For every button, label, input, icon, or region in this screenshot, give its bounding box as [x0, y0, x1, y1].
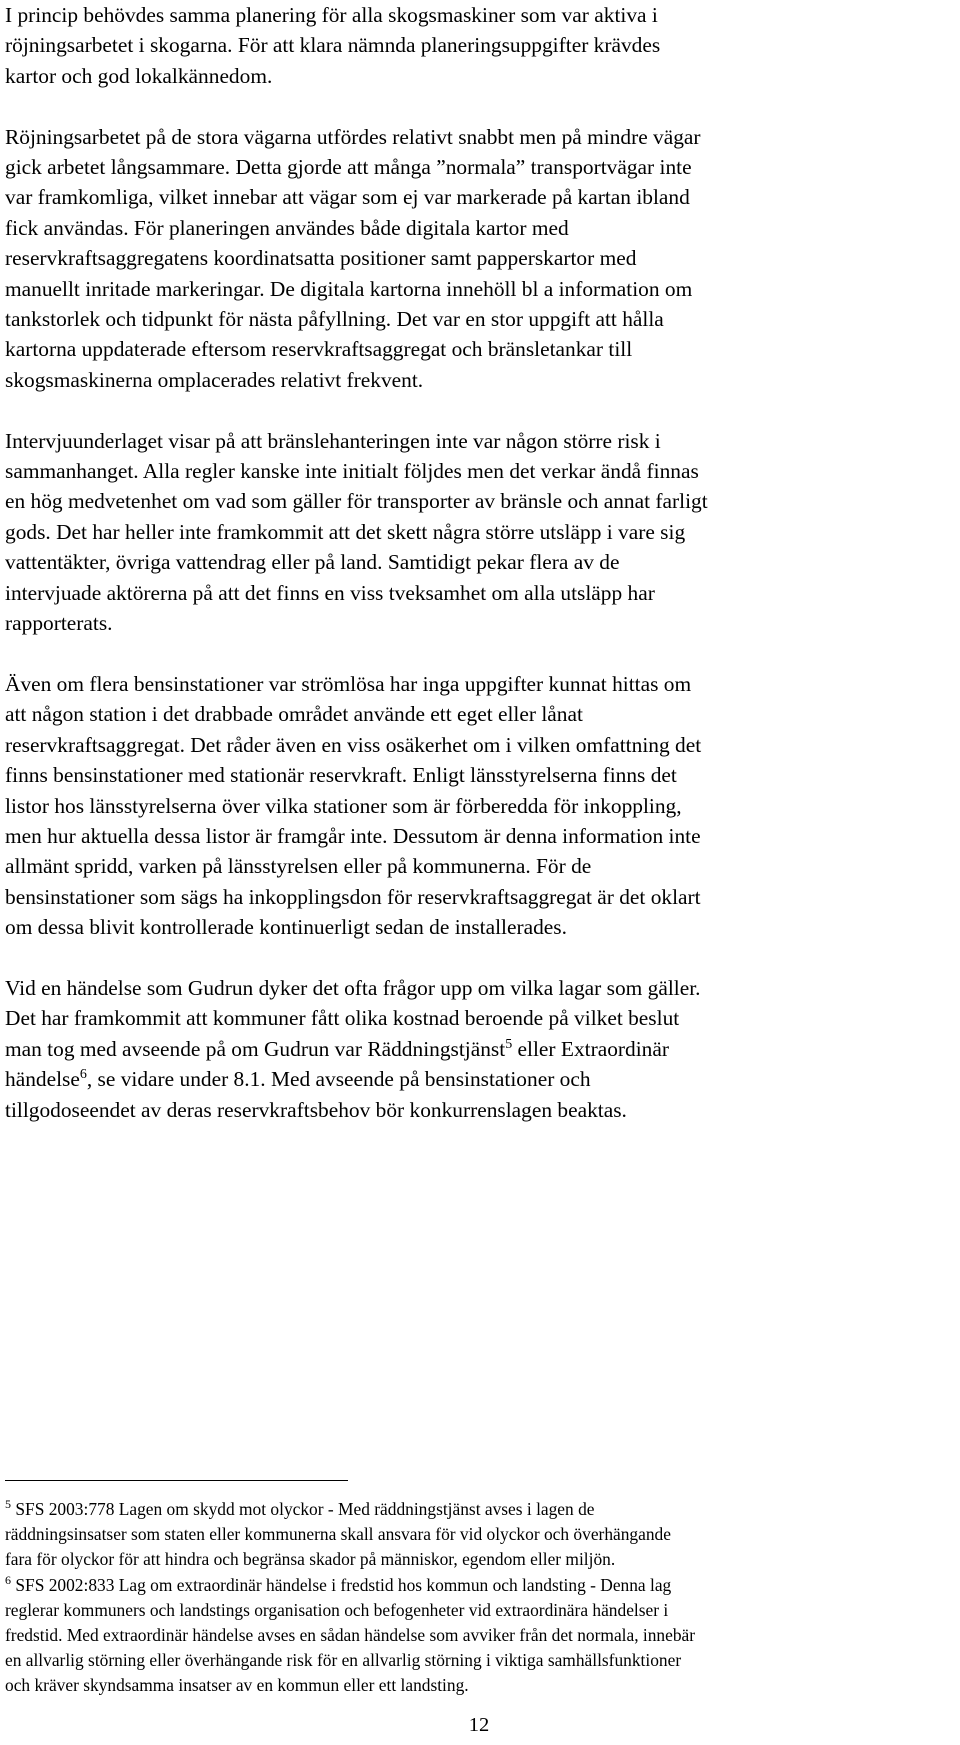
- footnote-line: fara för olyckor för att hindra och begränsa skador på människor, egendom eller miljön.: [5, 1549, 616, 1570]
- text-line: intervjuade aktörerna på att det finns en viss tveksamhet om alla utsläpp har: [5, 580, 655, 605]
- footnote-5: [5, 1497, 960, 1573]
- text-line: kartor och god lokalkännedom.: [5, 63, 273, 88]
- text-line: allmänt spridd, varken på länsstyrelsen eller på kommunerna. För de: [5, 854, 592, 879]
- footnote-line: SFS 2003:778 Lagen om skydd mot olyckor - Med räddningstjänst avses i lagen de: [11, 1499, 595, 1519]
- body-text: [5, 0, 953, 1125]
- text-line: manuellt inritade markeringar. De digitala kartorna innehöll bl a information om: [5, 276, 693, 301]
- text-line: Röjningsarbetet på de stora vägarna utfördes relativt snabbt men på mindre vägar: [5, 124, 701, 149]
- text-line: reservkraftsaggregatens koordinatsatta positioner samt papperskartor med: [5, 246, 637, 271]
- page-number: 12: [468, 1714, 490, 1736]
- text-line: man tog med avseende på om Gudrun var Räddningstjänst: [5, 1036, 506, 1061]
- footnote-line: och kräver skyndsamma insatser av en kommun eller ett landsting.: [5, 1675, 469, 1696]
- text-line: Det har framkommit att kommuner fått olika kostnad beroende på vilket beslut: [5, 1006, 680, 1031]
- footnote-line: SFS 2002:833 Lag om extraordinär händelse i fredstid hos kommun och landsting - Denna lag: [11, 1574, 672, 1595]
- text-line: fick användas. För planeringen användes både digitala kartor med: [5, 215, 569, 240]
- text-line: händelse: [5, 1067, 80, 1092]
- footnote-marker: 5: [5, 1497, 11, 1511]
- text-line: en hög medvetenhet om vad som gäller för transporter av bränsle och annat farligt: [5, 489, 708, 514]
- text-line: Intervjuunderlaget visar på att bränslehanteringen inte var någon större risk i: [5, 428, 661, 453]
- text-line: rapporterats.: [5, 611, 113, 636]
- text-line: eller Extraordinär: [512, 1036, 669, 1061]
- paragraph-5: [5, 973, 953, 1125]
- footnote-line: fredstid. Med extraordinär händelse avses en sådan händelse som avviker från det normala, innebär: [5, 1625, 696, 1646]
- text-line: gick arbetet långsammare. Detta gjorde att många ”normala” transportvägar inte: [5, 155, 692, 180]
- text-line: men hur aktuella dessa listor är framgår inte. Dessutom är denna information inte: [5, 823, 701, 848]
- footnote-6: [5, 1573, 960, 1699]
- text-line: var framkomliga, vilket innebar att vägar som ej var markerade på kartan ibland: [5, 185, 690, 210]
- text-line: tankstorlek och tidpunkt för nästa påfyllning. Det var en stor uppgift att hålla: [5, 307, 664, 332]
- footnote-separator: [5, 1480, 348, 1481]
- text-line: finns bensinstationer med stationär reservkraft. Enligt länsstyrelserna finns det: [5, 763, 677, 788]
- text-line: att någon station i det drabbade området använde ett eget eller lånat: [5, 702, 583, 727]
- text-line: kartorna uppdaterade eftersom reservkraftsaggregat och bränsletankar till: [5, 337, 633, 362]
- text-line: vattentäkter, övriga vattendrag eller på land. Samtidigt pekar flera av de: [5, 550, 620, 575]
- text-line: gods. Det har heller inte framkommit att det skett några större utsläpp i vare sig: [5, 519, 686, 544]
- text-line: om dessa blivit kontrollerade kontinuerligt sedan de installerades.: [5, 915, 567, 940]
- footnote-line: reglerar kommuners och landstings organisation och befogenheter vid extraordinära händelser i: [5, 1599, 669, 1620]
- paragraph-3: [5, 426, 953, 639]
- document-page: [5, 0, 953, 1745]
- text-line: I princip behövdes samma planering för alla skogsmaskiner som var aktiva i: [5, 3, 658, 27]
- footnote-line: en allvarlig störning eller överhängande risk för en allvarlig störning i viktiga samhällsfunktioner: [5, 1650, 682, 1671]
- footnote-ref-6[interactable]: 6: [79, 1067, 87, 1083]
- footnote-marker: 6: [5, 1572, 11, 1587]
- text-line: tillgodoseendet av deras reservkraftsbehov bör konkurrenslagen beaktas.: [5, 1097, 627, 1122]
- text-line: röjningsarbetet i skogarna. För att klara nämnda planeringsuppgifter krävdes: [5, 33, 661, 58]
- text-line: Vid en händelse som Gudrun dyker det ofta frågor upp om vilka lagar som gäller.: [5, 975, 701, 1000]
- text-line: sammanhanget. Alla regler kanske inte initialt följdes men det verkar ändå finnas: [5, 459, 699, 484]
- footnote-ref-5[interactable]: 5: [505, 1036, 513, 1052]
- text-line: reservkraftsaggregat. Det råder även en viss osäkerhet om i vilken omfattning det: [5, 732, 702, 757]
- paragraph-2: [5, 122, 953, 396]
- text-line: bensinstationer som sägs ha inkopplingsdon för reservkraftsaggregat är det oklart: [5, 884, 701, 909]
- text-line: listor hos länsstyrelserna över vilka stationer som är förberedda för inkoppling,: [5, 793, 682, 818]
- paragraph-1: [5, 0, 953, 91]
- paragraph-4: [5, 669, 953, 943]
- text-line: skogsmaskinerna omplacerades relativt frekvent.: [5, 367, 424, 392]
- footnote-line: räddningsinsatser som staten eller kommunerna skall ansvara för vid olyckor och överhängande: [5, 1524, 671, 1545]
- footnotes: [5, 1497, 960, 1699]
- text-line: , se vidare under 8.1. Med avseende på bensinstationer och: [86, 1067, 591, 1092]
- text-line: Även om flera bensinstationer var strömlösa har inga uppgifter kunnat hittas om: [5, 671, 692, 696]
